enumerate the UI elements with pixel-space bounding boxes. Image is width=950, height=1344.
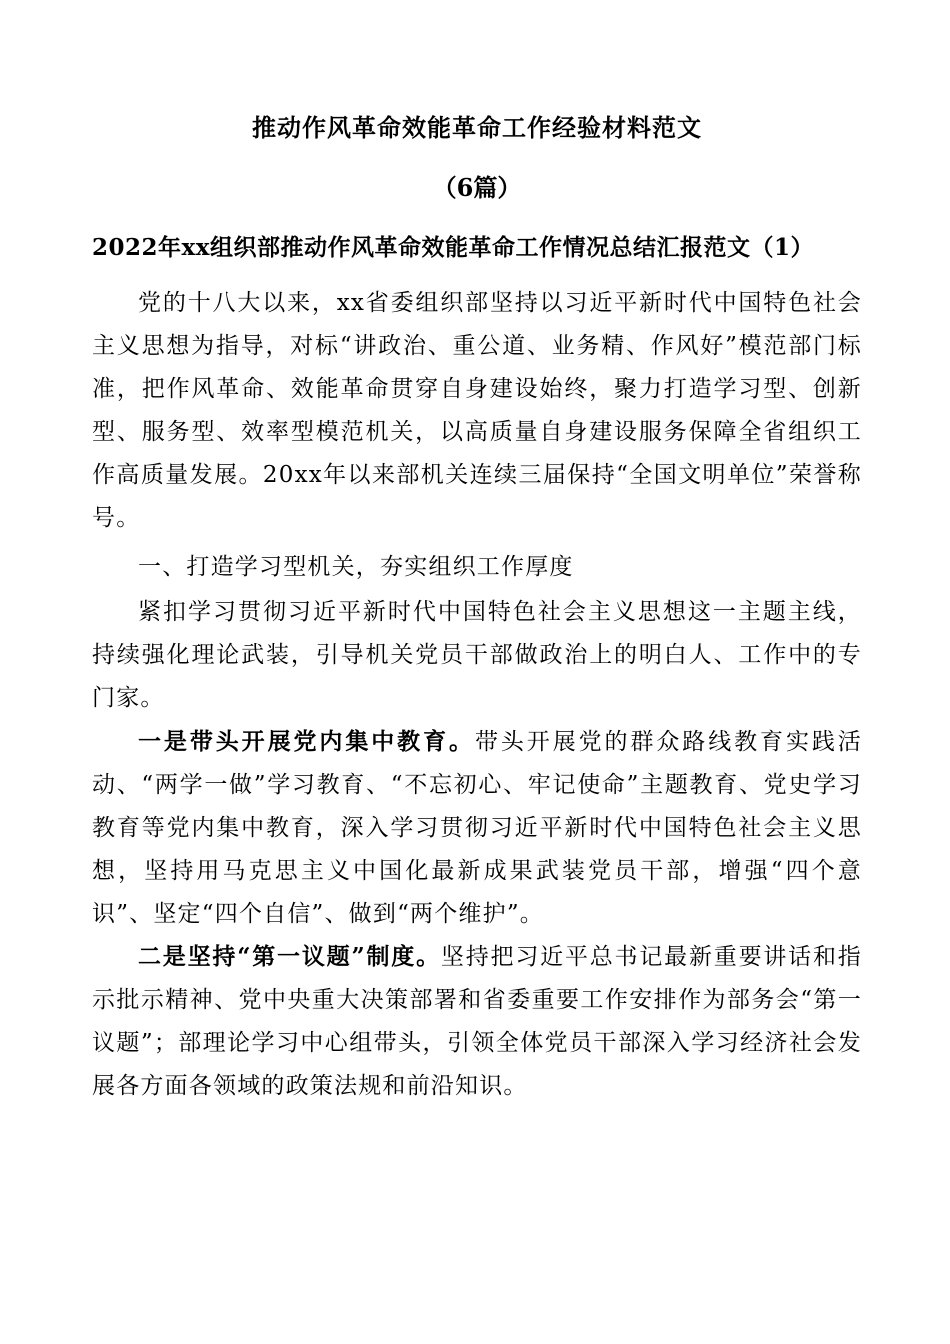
section-heading: 2022年xx组织部推动作风革命效能革命工作情况总结汇报范文（1） xyxy=(92,234,814,261)
item-two-lead: 二是坚持“第一议题”制度。 xyxy=(138,943,441,970)
paragraph-two: 紧扣学习贯彻习近平新时代中国特色社会主义思想这一主题主线，持续强化理论武装，引导机关党员干部做政治上的明白人、工作中的专门家。 xyxy=(92,599,862,711)
item-two-paragraph xyxy=(92,935,862,1108)
item-two-body: 坚持把习近平总书记最新重要讲话和指示批示精神、党中央重大决策部署和省委重要工作安排作为部务会“第一议题”；部理论学习中心组带头，引领全体党员干部深入学习经济社会发展各方面各领域的政策法规和前沿知识。 xyxy=(92,944,862,1099)
item-one-body: 带头开展党的群众路线教育实践活动、“两学一做”学习教育、“不忘初心、牢记使命”主题教育、党史学习教育等党内集中教育，深入学习贯彻习近平新时代中国特色社会主义思想，坚持用马克思主义中国化最新成果武装党员干部，增强“四个意识”、坚定“四个自信”、做到“两个维护”。 xyxy=(92,729,862,927)
document-subtitle: （6篇） xyxy=(432,173,522,202)
item-one-paragraph xyxy=(92,720,862,936)
document-title: 推动作风革命效能革命工作经验材料范文 xyxy=(252,113,702,142)
intro-paragraph: 党的十八大以来，xx省委组织部坚持以习近平新时代中国特色社会主义思想为指导，对标“讲政治、重公道、业务精、作风好”模范部门标准，把作风革命、效能革命贯穿自身建设始终，聚力打造学习型、创新型、服务型、效率型模范机关，以高质量自身建设服务保障全省组织工作高质量发展。20xx年以来部机关连续三届保持“全国文明单位”荣誉称号。 xyxy=(92,290,862,531)
item-one-lead: 一是带头开展党内集中教育。 xyxy=(138,728,475,755)
heading-one: 一、打造学习型机关，夯实组织工作厚度 xyxy=(138,554,574,580)
